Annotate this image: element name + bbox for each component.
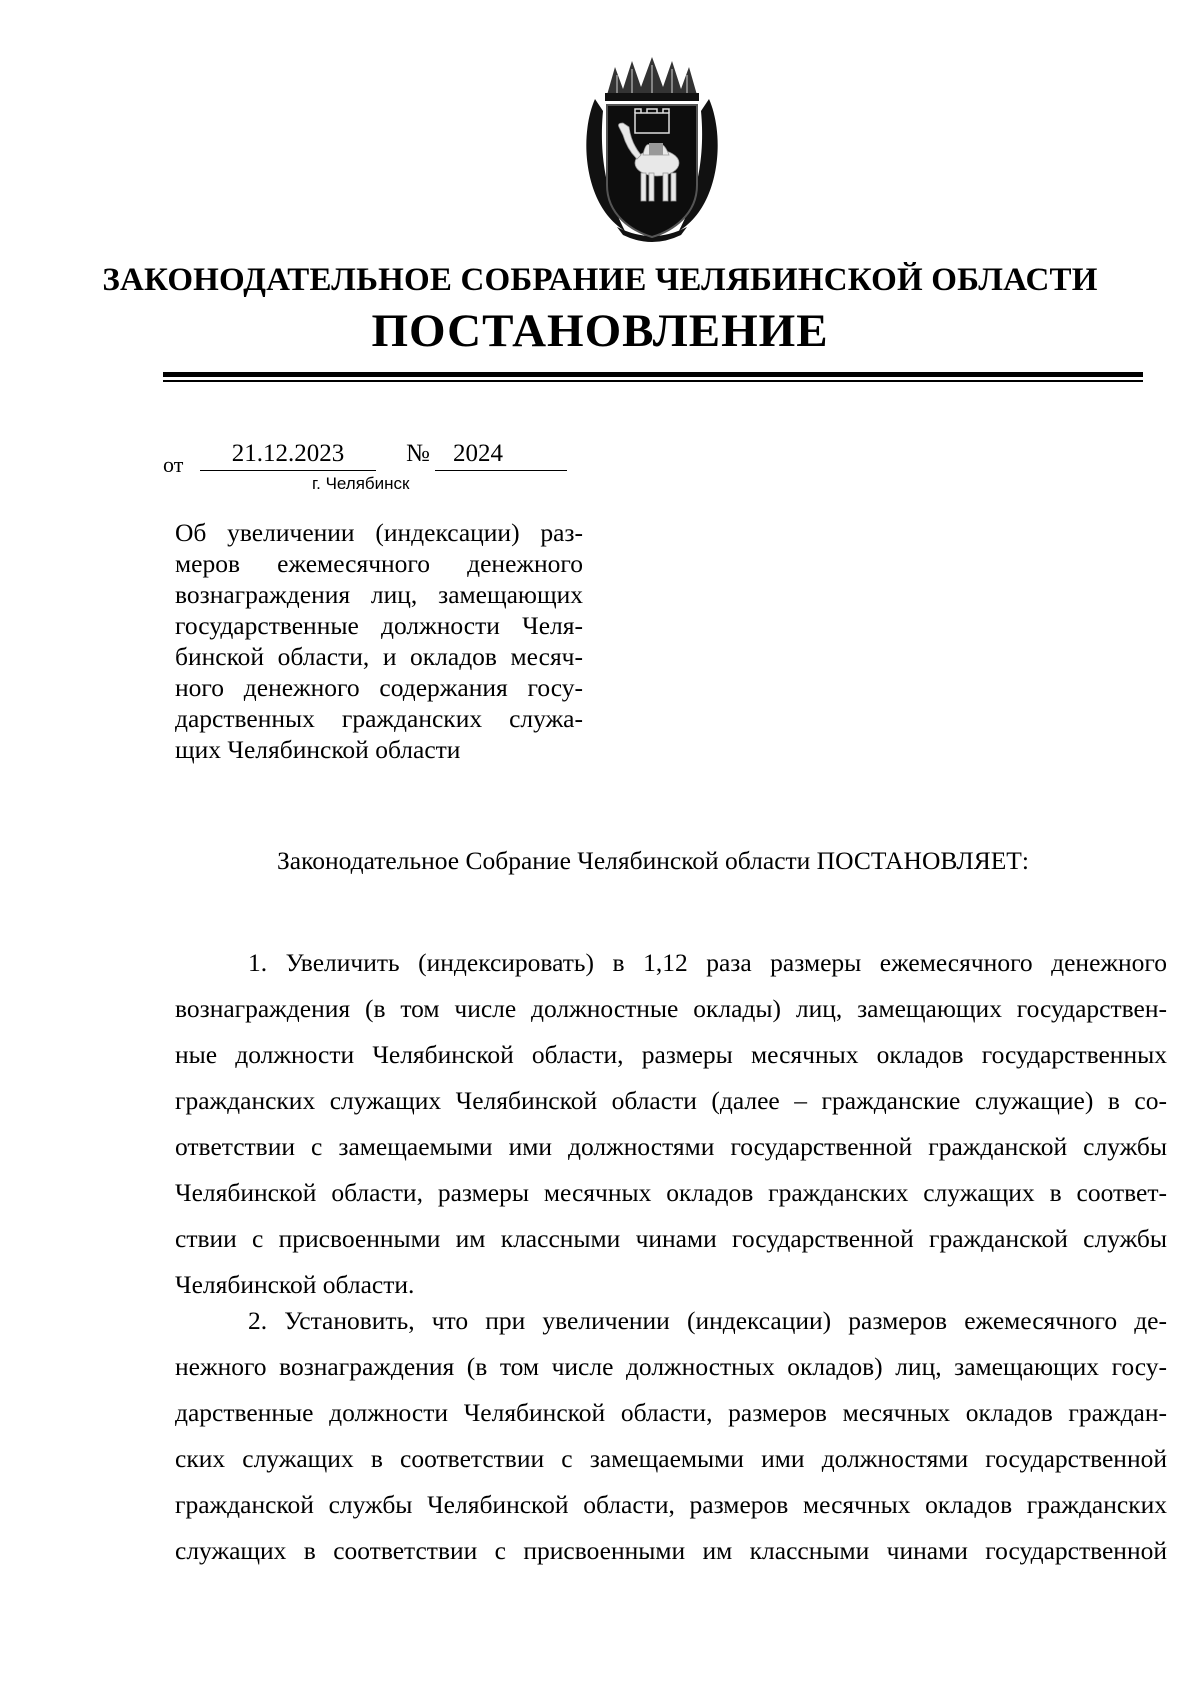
paragraph-line: служащих в соответствии с присвоенными им классными чинами государственной bbox=[175, 1536, 1167, 1565]
subject-line: меров ежемесячного денежного bbox=[175, 549, 583, 578]
date-prefix: от bbox=[163, 452, 184, 477]
paragraph-line: вознаграждения (в том числе должностные оклады) лиц, замещающих государствен- bbox=[175, 994, 1167, 1023]
header-divider-thick bbox=[163, 372, 1143, 377]
paragraph-line: Челябинской области. bbox=[175, 1270, 415, 1299]
number-prefix: № bbox=[406, 440, 430, 467]
paragraph-line: нежного вознаграждения (в том числе должностных окладов) лиц, замещающих госу- bbox=[175, 1352, 1167, 1381]
document-number: 2024 bbox=[435, 440, 567, 471]
paragraph-line: 1. Увеличить (индексировать) в 1,12 раза размеры ежемесячного денежного bbox=[248, 948, 1167, 977]
city-label: г. Челябинск bbox=[312, 474, 410, 493]
paragraph-line: ответствии с замещаемыми ими должностями государственной гражданской службы bbox=[175, 1132, 1167, 1161]
subject-line: бинской области, и окладов месяч- bbox=[175, 642, 583, 671]
document-subject bbox=[175, 517, 583, 765]
paragraph-line: гражданской службы Челябинской области, размеров месячных окладов гражданских bbox=[175, 1490, 1167, 1519]
paragraph-2 bbox=[175, 1298, 1167, 1574]
paragraph-line: ствии с присвоенными им классными чинами государственной гражданской службы bbox=[175, 1224, 1167, 1253]
document-type-heading: ПОСТАНОВЛЕНИЕ bbox=[371, 305, 829, 357]
paragraph-line: гражданских служащих Челябинской области (далее – гражданские служащие) в со- bbox=[175, 1086, 1167, 1115]
paragraph-line: ные должности Челябинской области, размеры месячных окладов государственных bbox=[175, 1040, 1167, 1069]
subject-line: щих Челябинской области bbox=[175, 735, 461, 764]
header-divider-thin bbox=[163, 380, 1143, 382]
paragraph-line: дарственные должности Челябинской области, размеров месячных окладов граждан- bbox=[175, 1398, 1167, 1427]
paragraph-line: Челябинской области, размеры месячных окладов гражданских служащих в соответ- bbox=[175, 1178, 1167, 1207]
coat-of-arms-emblem bbox=[577, 55, 727, 245]
subject-line: дарственных гражданских служа- bbox=[175, 704, 583, 733]
paragraph-line: ских служащих в соответствии с замещаемыми ими должностями государственной bbox=[175, 1444, 1167, 1473]
subject-line: ного денежного содержания госу- bbox=[175, 673, 583, 702]
organization-title: ЗАКОНОДАТЕЛЬНОЕ СОБРАНИЕ ЧЕЛЯБИНСКОЙ ОБЛАСТИ bbox=[102, 262, 1098, 298]
paragraph-1 bbox=[175, 940, 1167, 1308]
subject-line: вознаграждения лиц, замещающих bbox=[175, 580, 583, 609]
document-date: 21.12.2023 bbox=[200, 440, 376, 471]
subject-line: государственные должности Челя- bbox=[175, 611, 583, 640]
paragraph-line: 2. Установить, что при увеличении (индексации) размеров ежемесячного де- bbox=[248, 1306, 1167, 1335]
subject-line: Об увеличении (индексации) раз- bbox=[175, 518, 583, 547]
preamble: Законодательное Собрание Челябинской области ПОСТАНОВЛЯЕТ: bbox=[277, 846, 1029, 875]
